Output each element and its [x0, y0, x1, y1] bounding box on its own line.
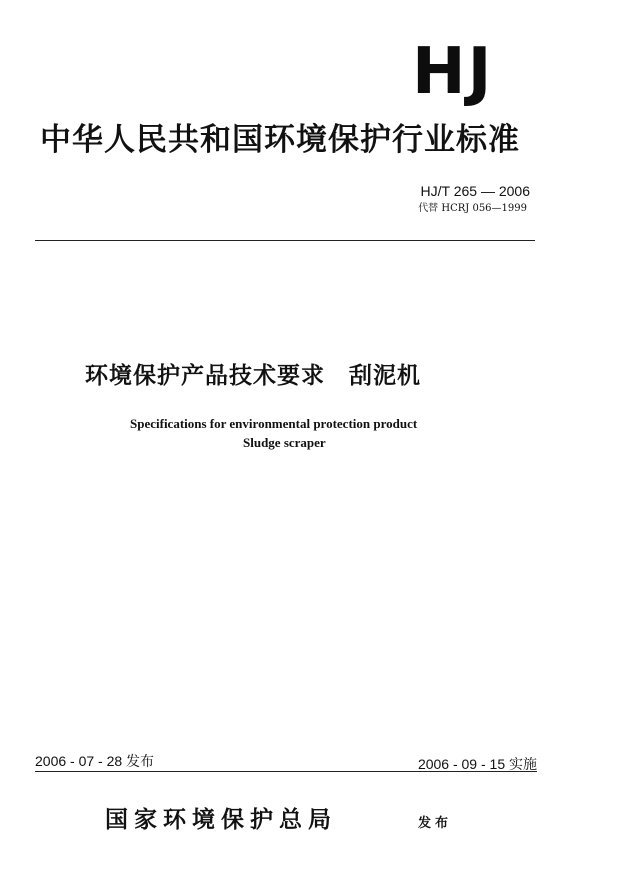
issuing-authority: 国家环境保护总局 — [105, 806, 337, 833]
replaces-note: 代替 HCRJ 056—1999 — [418, 203, 527, 214]
implementation-date: 2006 - 09 - 15 实施 — [417, 756, 537, 772]
footer-divider — [35, 771, 537, 772]
standard-code: HJ/T 265 — 2006 — [420, 183, 530, 199]
hj-logo: HJ — [412, 35, 494, 109]
english-subtitle: Sludge scraper — [243, 435, 326, 450]
header-divider — [35, 240, 535, 241]
issue-label: 发布 — [418, 816, 453, 831]
english-title: Specifications for environmental protection product — [130, 416, 418, 431]
standard-title: 中华人民共和国环境保护行业标准 — [40, 122, 520, 158]
issue-date: 2006 - 07 - 28 发布 — [35, 753, 155, 769]
document-title: 环境保护产品技术要求 刮泥机 — [85, 363, 421, 389]
